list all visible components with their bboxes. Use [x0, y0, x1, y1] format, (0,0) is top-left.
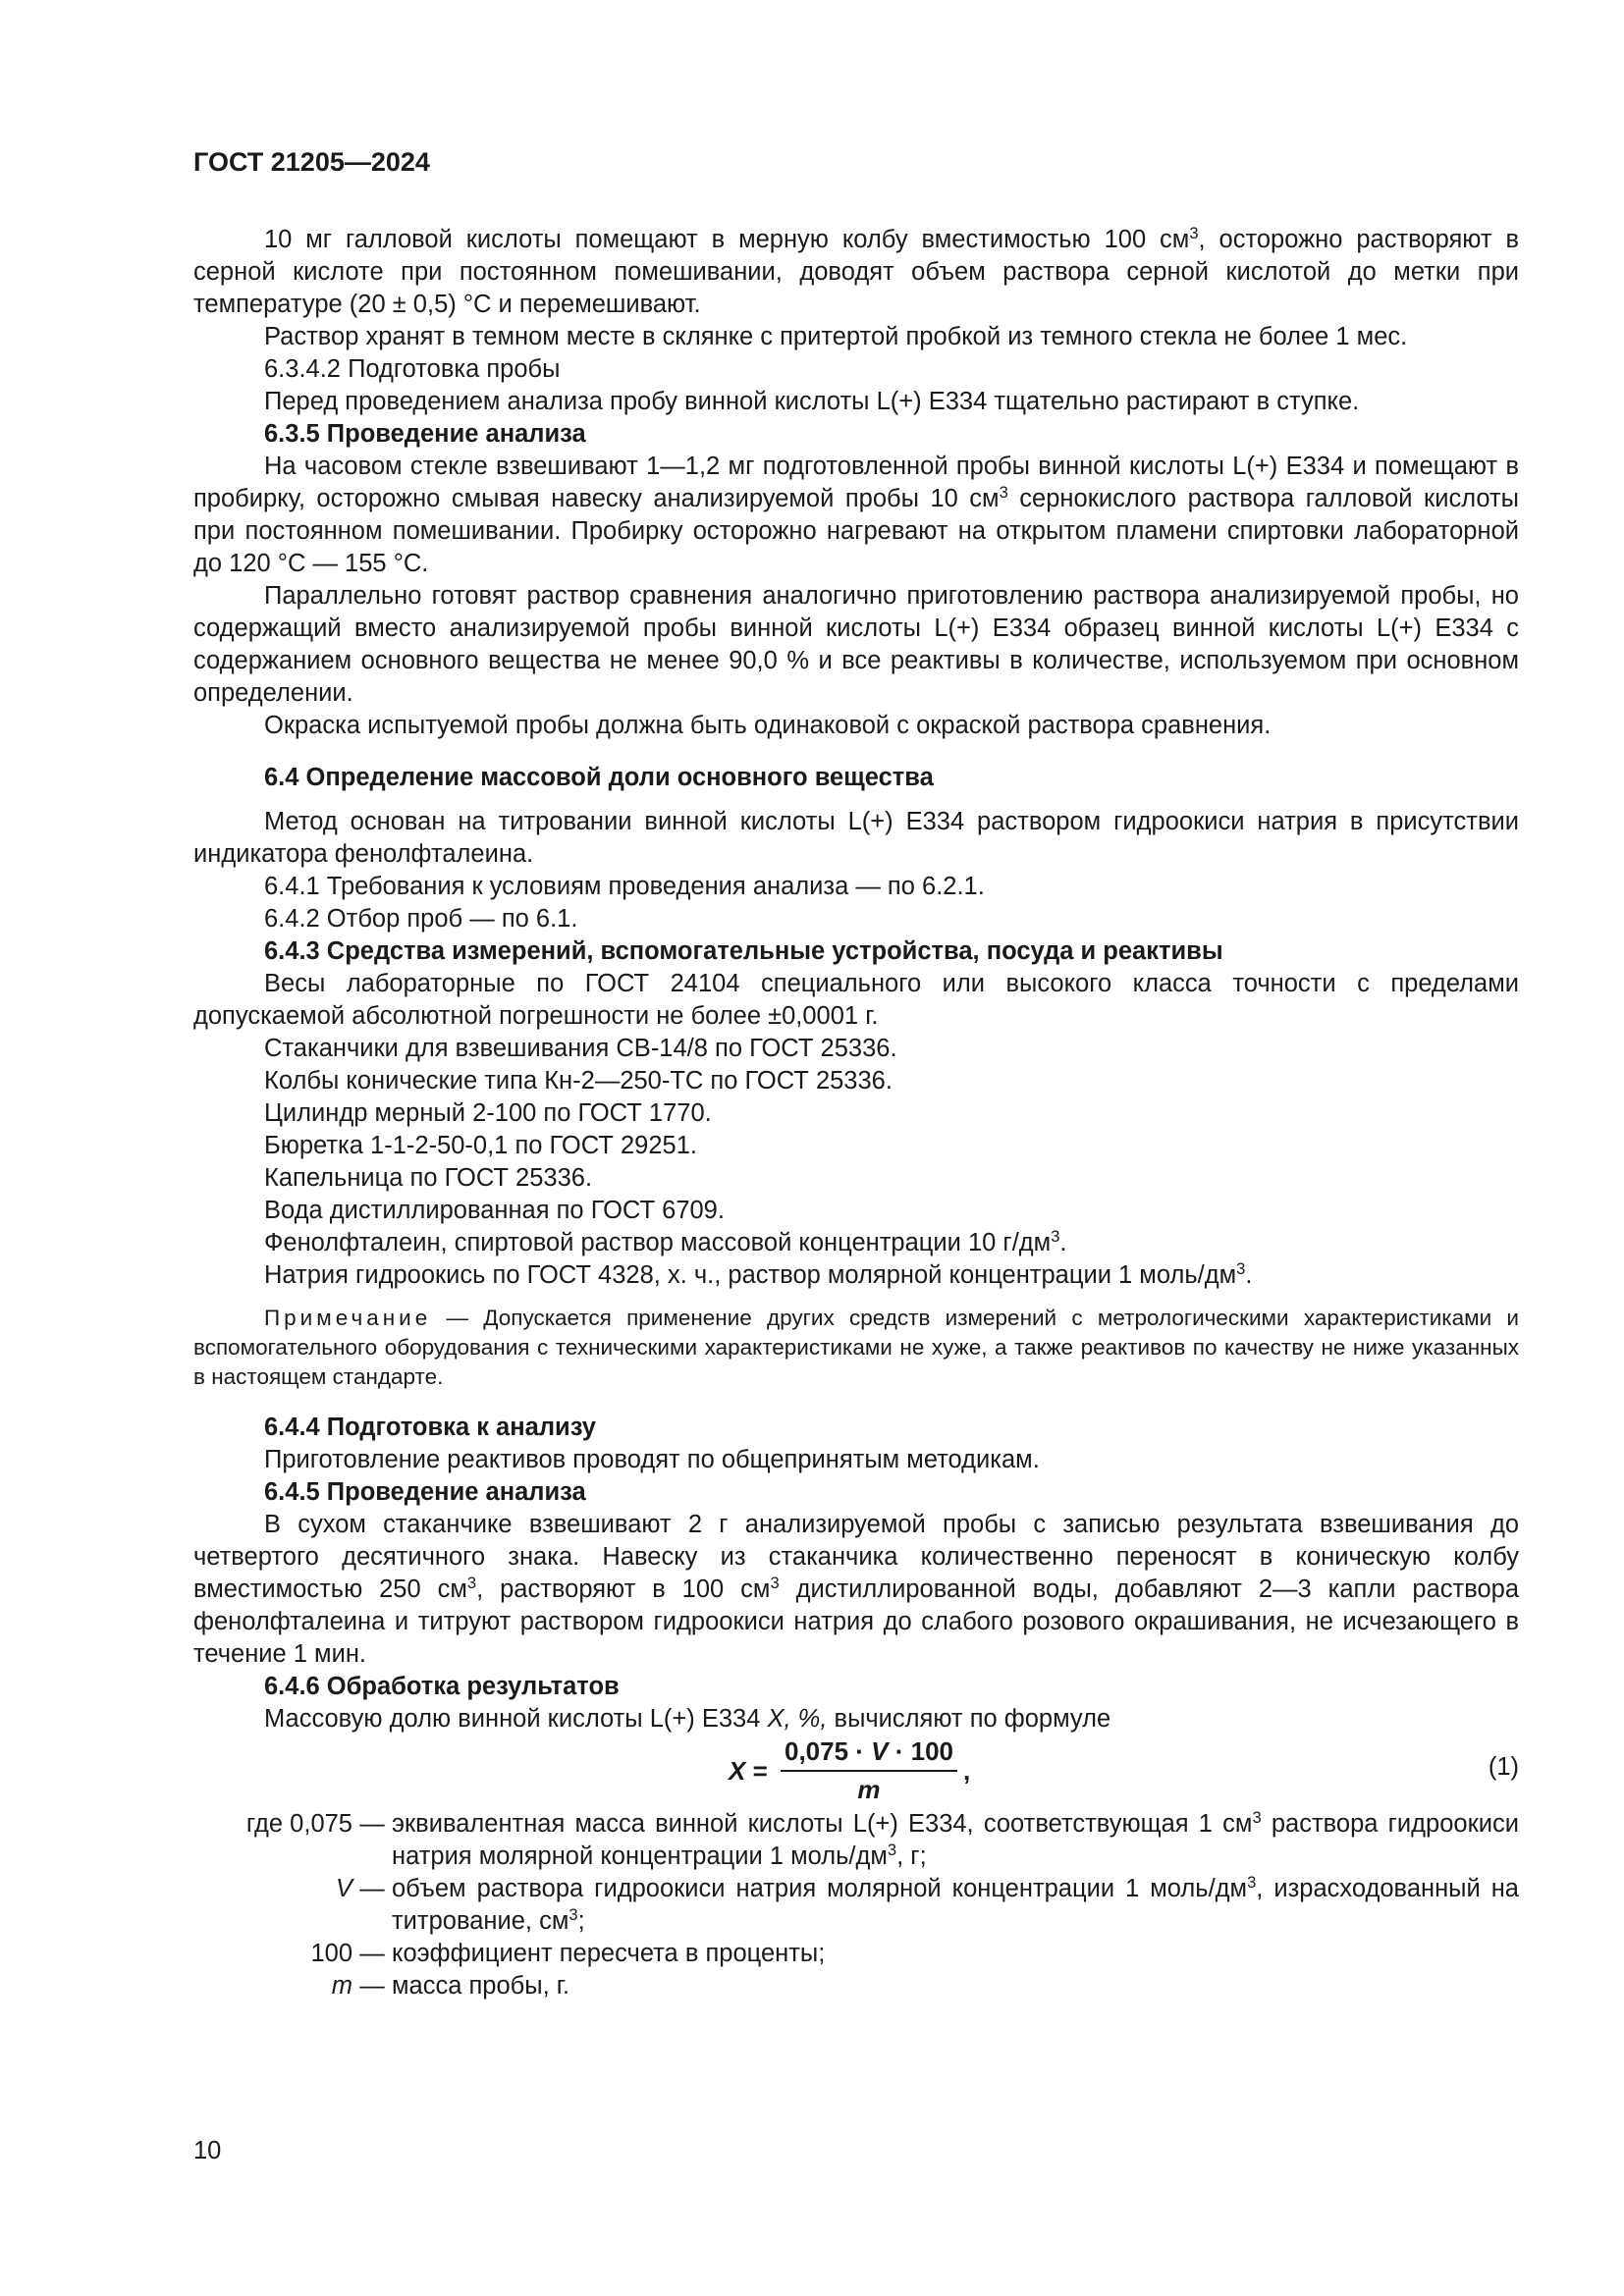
section-heading: 6.4.6 Обработка результатов — [264, 1673, 620, 1700]
text: , растворяют в 100 см — [476, 1575, 771, 1603]
clause-heading: 6.3.4.2 Подготовка пробы — [264, 355, 561, 383]
text: . — [1059, 1229, 1067, 1256]
definition-term: где 0,075 — [245, 1810, 352, 1838]
note-label: Примечание — [264, 1306, 432, 1330]
paragraph: 6.4.2 Отбор проб — по 6.1. — [264, 905, 578, 933]
page-number: 10 — [193, 2137, 222, 2164]
paragraph — [193, 451, 1519, 580]
formula-tail: , — [963, 1755, 971, 1786]
note-text: — Допускается применение других средств измерений с метрологическими характеристиками и вспомогательного оборудования с техническими характеристиками не хуже, а также реактивов по качеству не ниже указанных в настоящем стандарте. — [193, 1306, 1519, 1389]
superscript: 3 — [770, 1573, 780, 1592]
superscript: 3 — [1189, 223, 1199, 242]
formula-fraction — [781, 1735, 957, 1806]
section-heading: 6.4.4 Подготовка к анализу — [264, 1414, 596, 1441]
text: 10 мг галловой кислоты помещают в мерную колбу вместимостью 100 см — [264, 226, 1190, 253]
section-heading: 6.3.5 Проведение анализа — [264, 420, 586, 448]
definition-desc: масса пробы, г. — [392, 1972, 570, 2000]
text: вычисляют по формуле — [827, 1705, 1111, 1733]
formula-denominator: m — [857, 1775, 881, 1804]
section-heading: 6.4 Определение массовой доли основного вещества — [264, 764, 934, 791]
list-item: Стаканчики для взвешивания СВ-14/8 по ГОСТ 25336. — [264, 1035, 897, 1062]
section-heading: 6.4.5 Проведение анализа — [264, 1478, 586, 1506]
page-body — [193, 224, 1519, 2002]
text: Фенолфталеин, спиртовой раствор массовой концентрации 10 г/дм — [264, 1229, 1052, 1256]
definition-item — [193, 1873, 1519, 1938]
text: В сухом стаканчике взвешивают 2 г анализируемой пробы с записью результата взвешивания до четвертого десятичного знака. Навеску из стаканчика количественно переносят в коническую колбу вместимостью 250 см — [193, 1511, 1519, 1603]
text: дистиллированной воды, добавляют 2—3 капли раствора фенолфталеина и титруют раствором гидроокиси натрия до слабого розового окрашивания, не исчезающего в течение 1 мин. — [193, 1575, 1520, 1668]
text: Массовую долю винной кислоты L(+) Е334 — [264, 1705, 768, 1733]
paragraph: Метод основан на титровании винной кислоты L(+) Е334 раствором гидроокиси натрия в присутствии индикатора фенолфталеина. — [193, 808, 1519, 868]
paragraph: Параллельно готовят раствор сравнения аналогично приготовлению раствора анализируемой пробы, но содержащий вместо анализируемой пробы винной кислоты L(+) Е334 образец винной кислоты L(+) Е334 с содержанием основного вещества не менее 90,0 % и все реактивы в количестве, используемом при основном определении. — [193, 582, 1519, 707]
list-item — [193, 1259, 1519, 1292]
definition-desc: эквивалентная масса винной кислоты L(+) Е334, соответствующая 1 $см^3$ раствора гидроокиси натрия молярной концентрации 1 моль/$дм^3$, г; — [392, 1807, 1519, 1870]
paragraph: Раствор хранят в темном месте в склянке с притертой пробкой из темного стекла не более 1 мес. — [264, 323, 1408, 350]
paragraph — [193, 1703, 1519, 1735]
list-item: Колбы конические типа Кн-2—250-ТС по ГОСТ 25336. — [264, 1067, 893, 1095]
superscript: 3 — [1051, 1226, 1060, 1246]
variable: X, %, — [767, 1705, 828, 1733]
definition-dash: — — [359, 1810, 385, 1838]
formula-lhs: X — [729, 1755, 746, 1786]
list-item: Вода дистиллированная по ГОСТ 6709. — [264, 1197, 725, 1224]
note — [193, 1304, 1519, 1392]
definition-dash: — — [359, 1972, 385, 2000]
text: , осторожно растворяют в серной кислоте при постоянном помешивании, доводят объем раствора серной кислотой до метки при температуре (20 ± 0,5) °C и перемешивают. — [193, 226, 1519, 318]
formula-row — [193, 1735, 1519, 1808]
superscript: 3 — [466, 1573, 477, 1592]
document-header: ГОСТ 21205—2024 — [193, 147, 430, 177]
definition-item — [193, 1970, 1519, 2002]
superscript: 3 — [1236, 1258, 1246, 1278]
section-heading: 6.4.3 Средства измерений, вспомогательные устройства, посуда и реактивы — [264, 937, 1223, 965]
definition-term: m — [331, 1972, 352, 2000]
text: . — [1245, 1261, 1253, 1289]
definition-desc: коэффициент пересчета в проценты; — [392, 1940, 826, 1967]
text: На часовом стекле взвешивают 1—1,2 мг подготовленной пробы винной кислоты L(+) Е334 и помещают в пробирку, осторожно смывая навеску анализируемой пробы 10 см — [193, 453, 1519, 512]
definition-dash: — — [359, 1875, 385, 1902]
definition-term: V — [335, 1875, 352, 1902]
text: сернокислого раствора галловой кислоты при постоянном помешивании. Пробирку осторожно нагревают на открытом пламени спиртовки лабораторной до 120 °C — 155 °C. — [193, 485, 1519, 577]
paragraph: Окраска испытуемой пробы должна быть одинаковой с окраской раствора сравнения. — [264, 712, 1272, 739]
definition-item — [193, 1938, 1519, 1970]
definition-desc: объем раствора гидроокиси натрия молярной концентрации 1 моль/$дм^3$, израсходованный на титрование, $см^3$; — [392, 1872, 1519, 1935]
formula-equals: = — [745, 1755, 775, 1786]
definition-dash: — — [359, 1940, 385, 1967]
paragraph: 6.4.1 Требования к условиям проведения анализа — по 6.2.1. — [264, 873, 985, 900]
definition-item — [193, 1808, 1519, 1873]
list-item — [193, 1227, 1519, 1259]
list-item: Цилиндр мерный 2-100 по ГОСТ 1770. — [264, 1099, 712, 1127]
list-item: Бюретка 1-1-2-50-0,1 по ГОСТ 29251. — [264, 1132, 697, 1159]
text: Натрия гидроокись по ГОСТ 4328, х. ч., раствор молярной концентрации 1 моль/дм — [264, 1261, 1237, 1289]
list-item: Капельница по ГОСТ 25336. — [264, 1164, 593, 1192]
formula-number: (1) — [1488, 1753, 1519, 1781]
definition-term: 100 — [310, 1940, 352, 1967]
paragraph — [193, 224, 1519, 321]
paragraph: Перед проведением анализа пробу винной кислоты L(+) Е334 тщательно растирают в ступке. — [264, 388, 1360, 415]
superscript: 3 — [999, 482, 1008, 502]
formula-numerator: 0,075 · V · 100 — [781, 1735, 957, 1772]
paragraph: Весы лабораторные по ГОСТ 24104 специального или высокого класса точности с пределами допускаемой абсолютной погрешности не более ±0,0001 г. — [193, 970, 1519, 1030]
paragraph — [193, 1509, 1519, 1671]
formula — [729, 1735, 970, 1806]
paragraph: Приготовление реактивов проводят по общепринятым методикам. — [264, 1446, 1040, 1473]
